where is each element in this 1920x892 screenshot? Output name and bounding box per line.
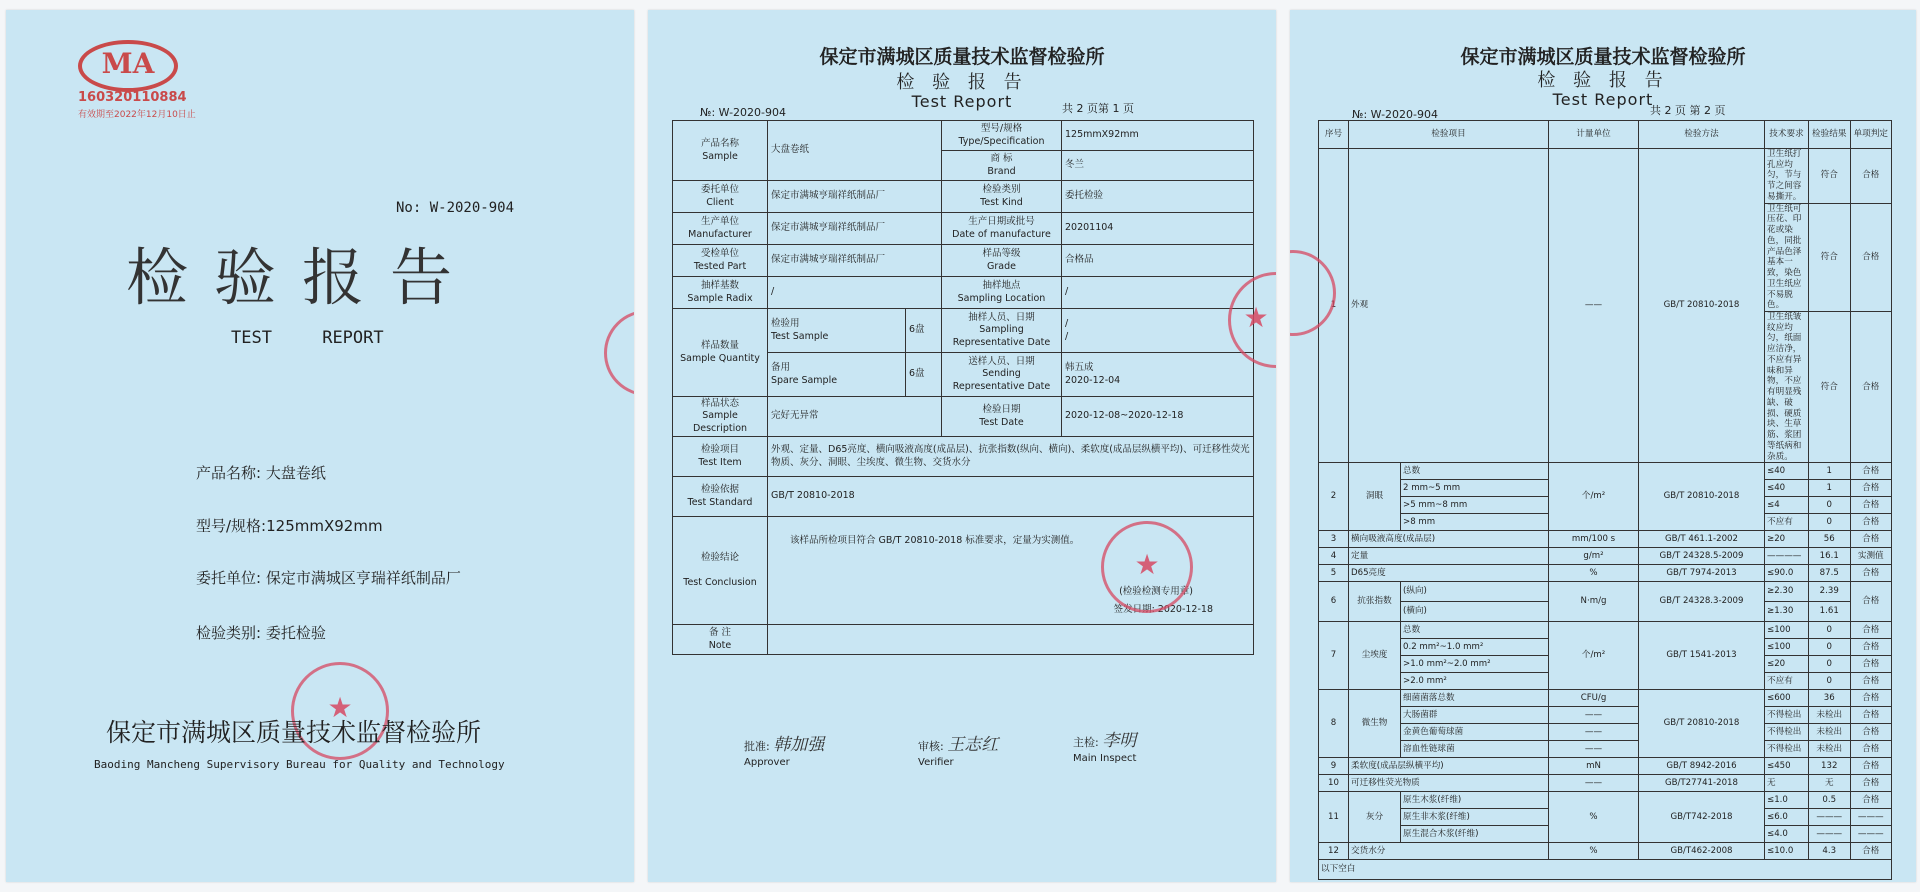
table-cell: 总数 [1401,463,1549,480]
grade-label: 样品等级 Grade [942,245,1062,277]
table-cell: GB/T 24328.3-2009 [1639,582,1765,622]
table-cell: 8 [1319,690,1349,758]
table-row [1319,548,1892,565]
table-cell: mm/100 s [1549,531,1639,548]
client-value: 保定市满城亨瑞祥纸制品厂 [768,181,942,213]
table-cell: ≤40 [1765,463,1809,480]
table-cell: —— [1549,707,1639,724]
table-row [1319,843,1892,860]
client-field [196,567,461,588]
table-row [1319,582,1892,602]
table-cell: ≥1.30 [1765,602,1809,622]
conclusion-value [768,517,1254,625]
table-cell: 合格 [1850,690,1892,707]
cma-validity: 有效期至2022年12月10日止 [78,110,196,120]
sending-rep-value: 韩五成 2020-12-04 [1062,353,1254,397]
table-cell: 1 [1809,480,1851,497]
cover-title-en-1: TEST [231,328,272,348]
table-row [673,277,1254,309]
table-cell: 9 [1319,758,1349,775]
cover-page [6,10,634,882]
table-cell: 符合 [1809,149,1851,204]
inspector-label: 主检: [1073,736,1099,749]
table-cell: ≥20 [1765,531,1809,548]
table-cell: 6 [1319,582,1349,622]
conclusion-seal-text: (检验检测专用章) [1119,585,1193,597]
table-row [1319,690,1892,707]
table-cell: 横向吸液高度(成品层) [1349,531,1549,548]
table-cell: 1 [1319,149,1349,463]
table-cell: 0 [1809,622,1851,639]
table-cell: 合格 [1850,514,1892,531]
table-cell: 7 [1319,622,1349,690]
table-cell: ≤600 [1765,690,1809,707]
test-results-table [1318,120,1892,880]
table-row [673,213,1254,245]
table-cell: 未检出 [1809,724,1851,741]
table-cell: ——— [1850,826,1892,843]
mfg-date-value: 20201104 [1062,213,1254,245]
inspector-signature: 李明 [1102,731,1137,751]
table-cell: 实测值 [1850,548,1892,565]
table-footer: 以下空白 [1319,860,1892,880]
table-row [673,121,1254,151]
issue-date: 签发日期: 2020-12-18 [1113,603,1213,615]
approver [744,730,824,768]
table-cell: 36 [1809,690,1851,707]
star-icon: ★ [1243,301,1269,334]
kind-label: 检验类别: [196,624,262,642]
table-cell: 2.39 [1809,582,1851,602]
table-cell: 1.61 [1809,602,1851,622]
table-cell: 1 [1809,463,1851,480]
table-cell: 11 [1319,792,1349,843]
table-cell: 交货水分 [1349,843,1549,860]
model-label: 型号/规格: [196,517,267,535]
table-cell: 合格 [1850,758,1892,775]
table-row [1319,724,1892,741]
table-cell: CFU/g [1549,690,1639,707]
table-row [1319,775,1892,792]
table-cell: 56 [1809,531,1851,548]
state-label: 样品状态 Sample Description [673,397,768,437]
conclusion-text: 该样品所检项目符合 GB/T 20810-2018 标准要求，定量为实测值。 [790,535,1080,547]
table-cell: >5 mm~8 mm [1401,497,1549,514]
table-cell: D65亮度 [1349,565,1549,582]
table-cell: —— [1549,149,1639,463]
table-cell: 卫生纸可压花、印花或染色，同批产品色泽基本一致，染色卫生纸应不易脱色。 [1765,203,1809,311]
seal-stamp [1101,521,1193,613]
kind-value: 委托检验 [1062,181,1254,213]
grade-value: 合格品 [1062,245,1254,277]
table-cell: ≤40 [1765,480,1809,497]
standard-value: GB/T 20810-2018 [768,477,1254,517]
test-sample-label: 检验用 Test Sample [768,309,906,353]
approver-label-en: Approver [744,757,790,768]
table-cell: 0 [1809,656,1851,673]
table-cell: 无 [1765,775,1809,792]
table-cell: 符合 [1809,312,1851,463]
column-header: 单项判定 [1850,121,1892,149]
tested-part-value: 保定市满城亨瑞祥纸制品厂 [768,245,942,277]
verifier [918,730,998,768]
table-row [1319,531,1892,548]
brand-label: 商 标 Brand [942,151,1062,181]
note-value [768,625,1254,655]
table-cell: GB/T 20810-2018 [1639,149,1765,463]
table-row [1319,860,1892,880]
cover-title-en [231,328,384,348]
table-row [673,437,1254,477]
table-cell: 4 [1319,548,1349,565]
table-cell: 5 [1319,565,1349,582]
brand-value: 冬兰 [1062,151,1254,181]
table-row [1319,463,1892,480]
table-cell: 大肠菌群 [1401,707,1549,724]
table-cell: GB/T 8942-2016 [1639,758,1765,775]
table-cell: (纵向) [1401,582,1549,602]
table-cell: >1.0 mm²~2.0 mm² [1401,656,1549,673]
column-header: 技术要求 [1765,121,1809,149]
table-cell: ≤100 [1765,639,1809,656]
table-cell: 个/m² [1549,463,1639,531]
table-row [1319,121,1892,149]
sample-label: 产品名称 Sample [673,121,768,181]
table-cell: 原生非木浆(纤维) [1401,809,1549,826]
table-cell: 尘埃度 [1349,622,1401,690]
cover-organization: 保定市满城区质量技术监督检验所 [106,718,482,747]
table-cell: 0 [1809,639,1851,656]
verifier-label-en: Verifier [918,757,954,768]
table-cell: 合格 [1850,203,1892,311]
table-cell: 合格 [1850,463,1892,480]
report-page-1 [648,10,1276,882]
table-cell: N·m/g [1549,582,1639,622]
cma-code: 160320110884 [78,90,187,105]
page1-title: 检 验 报 告 [896,72,1028,93]
sampling-rep-value: / / [1062,309,1254,353]
table-row [1319,741,1892,758]
table-cell: 合格 [1850,531,1892,548]
table-cell: ≤4.0 [1765,826,1809,843]
table-row [673,309,1254,353]
star-icon: ★ [327,691,353,724]
kind-label: 检验类别 Test Kind [942,181,1062,213]
table-cell: GB/T 1541-2013 [1639,622,1765,690]
table-cell: 无 [1809,775,1851,792]
quantity-label: 样品数量 Sample Quantity [673,309,768,397]
table-cell: 0 [1809,673,1851,690]
table-cell: 合格 [1850,792,1892,809]
table-cell: ≥2.30 [1765,582,1809,602]
table-cell: ≤90.0 [1765,565,1809,582]
client-value: 保定市满城区亨瑞祥纸制品厂 [265,569,461,587]
approver-label: 批准: [744,740,770,753]
table-cell: GB/T27741-2018 [1639,775,1765,792]
page2-title: 检 验 报 告 [1537,70,1669,91]
cover-title-en-2: REPORT [322,328,384,348]
note-label: 备 注 Note [673,625,768,655]
sending-rep-label: 送样人员、日期 Sending Representative Date [942,353,1062,397]
product-value: 大盘卷纸 [265,464,326,482]
table-cell: 细菌菌落总数 [1401,690,1549,707]
table-cell: 原生木浆(纤维) [1401,792,1549,809]
table-cell: 3 [1319,531,1349,548]
table-cell: 10 [1319,775,1349,792]
table-cell: 灰分 [1349,792,1401,843]
page1-title-en: Test Report [911,92,1013,111]
table-cell: 卫生纸皱纹应均匀，纸面应洁净，不应有异味和异物，不应有明显残缺、破损、硬质块、生草筋、浆团等纸病和杂质。 [1765,312,1809,463]
table-cell: GB/T 7974-2013 [1639,565,1765,582]
table-cell: GB/T 20810-2018 [1639,690,1765,758]
table-cell: ≤10.0 [1765,843,1809,860]
table-cell: ——— [1809,809,1851,826]
test-item-label: 检验项目 Test Item [673,437,768,477]
sample-value: 大盘卷纸 [768,121,942,181]
column-header: 检验项目 [1349,121,1549,149]
table-cell: 2 mm~5 mm [1401,480,1549,497]
table-cell: 合格 [1850,656,1892,673]
table-cell: 合格 [1850,843,1892,860]
table-cell: 0.5 [1809,792,1851,809]
table-row [1319,622,1892,639]
table-cell: 柔软度(成品层纵横平均) [1349,758,1549,775]
table-cell: 外观 [1349,149,1549,463]
client-label: 委托单位: [196,569,262,587]
edge-seal-stamp [604,310,634,396]
product-field [196,462,326,483]
table-row [1319,792,1892,809]
column-header: 检验方法 [1639,121,1765,149]
table-row [673,245,1254,277]
table-cell: 合格 [1850,480,1892,497]
table-cell: >2.0 mm² [1401,673,1549,690]
table-cell: 87.5 [1809,565,1851,582]
table-cell: 原生混合木浆(纤维) [1401,826,1549,843]
report-page-2 [1290,10,1916,882]
table-cell: 定量 [1349,548,1549,565]
table-row [673,477,1254,517]
approver-signature: 韩加强 [773,735,825,755]
column-header: 序号 [1319,121,1349,149]
table-cell: ———— [1765,548,1809,565]
table-cell: 溶血性链球菌 [1401,741,1549,758]
table-cell: —— [1549,741,1639,758]
table-cell: ≤20 [1765,656,1809,673]
table-cell: 合格 [1850,149,1892,204]
conclusion-label: 检验结论 Test Conclusion [673,517,768,625]
table-cell: 个/m² [1549,622,1639,690]
table-cell: 未检出 [1809,707,1851,724]
table-cell: 不应有 [1765,673,1809,690]
table-cell: 0 [1809,497,1851,514]
table-cell: 12 [1319,843,1349,860]
table-cell: 合格 [1850,775,1892,792]
star-icon: ★ [1134,548,1160,582]
model-field [196,515,383,536]
table-cell: —— [1549,724,1639,741]
table-cell: 16.1 [1809,548,1851,565]
page2-organization: 保定市满城区质量技术监督检验所 [1460,46,1746,68]
table-cell: GB/T742-2018 [1639,792,1765,843]
table-cell: 抗张指数 [1349,582,1401,622]
location-label: 抽样地点 Sampling Location [942,277,1062,309]
table-row [673,397,1254,437]
table-cell: 合格 [1850,673,1892,690]
test-date-value: 2020-12-08~2020-12-18 [1062,397,1254,437]
mfg-date-label: 生产日期或批号 Date of manufacture [942,213,1062,245]
manufacturer-value: 保定市满城亨瑞祥纸制品厂 [768,213,942,245]
table-row [1319,758,1892,775]
page2-page-count: 共 2 页 第 2 页 [1650,104,1726,117]
type-value: 125mmX92mm [1062,121,1254,151]
page2-title-en: Test Report [1552,90,1654,109]
standard-label: 检验依据 Test Standard [673,477,768,517]
product-label: 产品名称: [196,464,262,482]
table-cell: ≤6.0 [1765,809,1809,826]
client-label: 委托单位 Client [673,181,768,213]
table-cell: 不得检出 [1765,741,1809,758]
table-cell: 合格 [1850,582,1892,622]
cma-logo: MA [78,40,178,92]
cover-organization-en: Baoding Mancheng Supervisory Bureau for Quality and Technology [94,758,505,771]
kind-value: 委托检验 [265,624,326,642]
kind-field [196,622,326,643]
table-cell: 不得检出 [1765,707,1809,724]
table-cell: ≤450 [1765,758,1809,775]
inspector-label-en: Main Inspect [1073,753,1137,764]
table-cell: >8 mm [1401,514,1549,531]
test-date-label: 检验日期 Test Date [942,397,1062,437]
table-cell: 4.3 [1809,843,1851,860]
table-cell: 合格 [1850,312,1892,463]
location-value: / [1062,277,1254,309]
table-cell: ——— [1850,809,1892,826]
main-inspector [1073,726,1136,764]
table-row [673,625,1254,655]
table-row [673,181,1254,213]
table-cell: 符合 [1809,203,1851,311]
table-cell: 金黄色葡萄球菌 [1401,724,1549,741]
table-cell: 2 [1319,463,1349,531]
table-cell: 总数 [1401,622,1549,639]
spare-sample-value: 6盘 [906,353,942,397]
table-cell: 未检出 [1809,741,1851,758]
table-row [1319,565,1892,582]
table-cell: mN [1549,758,1639,775]
table-cell: 0 [1809,514,1851,531]
table-cell: ≤100 [1765,622,1809,639]
table-cell: GB/T 20810-2018 [1639,463,1765,531]
table-cell: ≤4 [1765,497,1809,514]
table-row [1319,149,1892,204]
model-value: 125mmX92mm [266,517,383,535]
tested-part-label: 受检单位 Tested Part [673,245,768,277]
table-cell: —— [1549,775,1639,792]
column-header: 检验结果 [1809,121,1851,149]
test-sample-value: 6盘 [906,309,942,353]
type-label: 型号/规格 Type/Specification [942,121,1062,151]
table-cell: 合格 [1850,622,1892,639]
table-cell: 合格 [1850,639,1892,656]
table-cell: 0.2 mm²~1.0 mm² [1401,639,1549,656]
table-cell: % [1549,792,1639,843]
sampling-rep-label: 抽样人员、日期 Sampling Representative Date [942,309,1062,353]
table-cell: ≤1.0 [1765,792,1809,809]
page2-report-number: №: W-2020-904 [1352,108,1439,121]
radix-label: 抽样基数 Sample Radix [673,277,768,309]
page1-organization: 保定市满城区质量技术监督检验所 [819,46,1105,68]
radix-value: / [768,277,942,309]
verifier-signature: 王志红 [947,735,999,755]
table-cell: 卫生纸打孔应均匀，节与节之间容易撕开。 [1765,149,1809,204]
column-header: 计量单位 [1549,121,1639,149]
table-row [1319,707,1892,724]
verifier-label: 审核: [918,740,944,753]
table-cell: 洞眼 [1349,463,1401,531]
table-cell: 合格 [1850,497,1892,514]
table-cell: 132 [1809,758,1851,775]
spare-sample-label: 备用 Spare Sample [768,353,906,397]
cover-title: 检验报告 [126,241,479,314]
table-cell: 合格 [1850,565,1892,582]
table-cell: GB/T462-2008 [1639,843,1765,860]
table-cell: 不应有 [1765,514,1809,531]
table-row [673,517,1254,625]
report-summary-table [672,120,1254,655]
table-cell: 可迁移性荧光物质 [1349,775,1549,792]
table-cell: g/m² [1549,548,1639,565]
table-cell: % [1549,565,1639,582]
report-number: No: W-2020-904 [396,200,515,216]
page1-report-number: №: W-2020-904 [700,106,787,119]
table-cell: 合格 [1850,741,1892,758]
page1-page-count: 共 2 页第 1 页 [1062,102,1134,115]
table-cell: GB/T 24328.5-2009 [1639,548,1765,565]
table-cell: GB/T 461.1-2002 [1639,531,1765,548]
table-cell: 合格 [1850,707,1892,724]
table-cell: ——— [1809,826,1851,843]
test-item-value: 外观、定量、D65亮度、横向吸液高度(成品层)、抗张指数(纵向、横向)、柔软度(成品层纵横平均)、可迁移性荧光物质、灰分、洞眼、尘埃度、微生物、交货水分 [768,437,1254,477]
table-cell: 不得检出 [1765,724,1809,741]
table-cell: 微生物 [1349,690,1401,758]
table-cell: 合格 [1850,724,1892,741]
state-value: 完好无异常 [768,397,942,437]
manufacturer-label: 生产单位 Manufacturer [673,213,768,245]
table-cell: % [1549,843,1639,860]
table-cell: (横向) [1401,602,1549,622]
